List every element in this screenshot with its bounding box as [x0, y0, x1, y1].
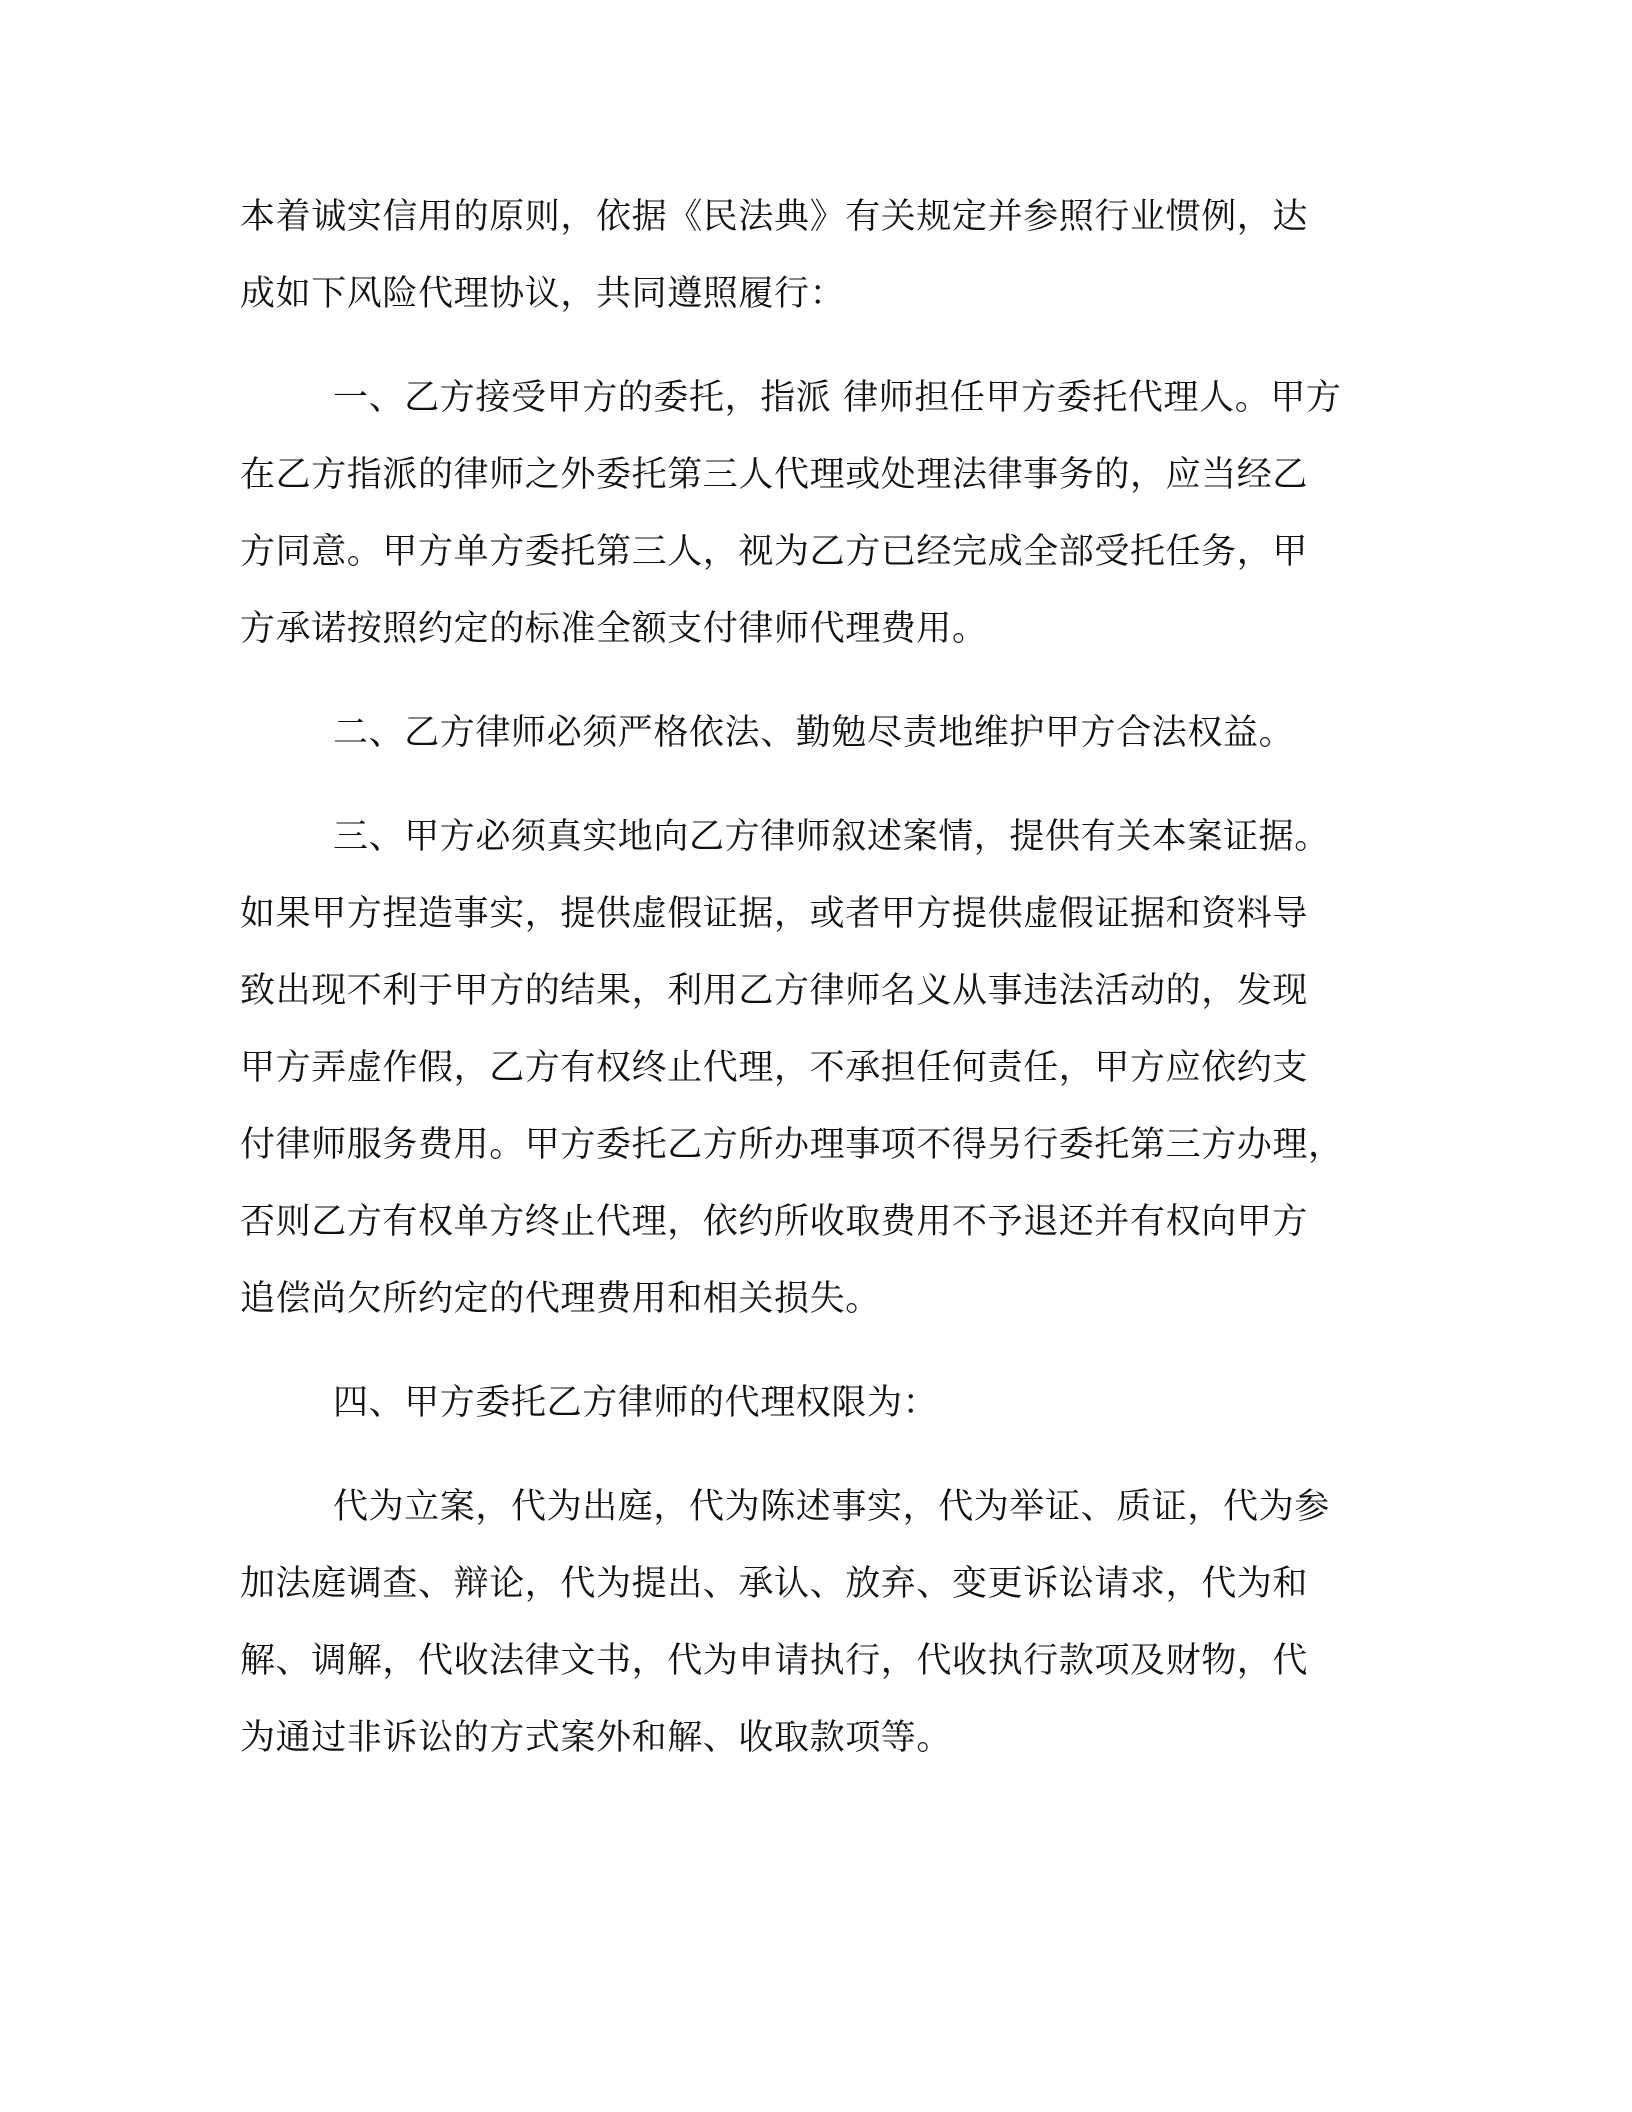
clause3-line: 甲方弄虚作假，乙方有权终止代理，不承担任何责任，甲方应依约支 — [240, 1048, 1309, 1088]
clause1-line: 方承诺按照约定的标准全额支付律师代理费用。 — [240, 609, 988, 649]
scope-line: 加法庭调查、辩论，代为提出、承认、放弃、变更诉讼请求，代为和 — [240, 1564, 1309, 1604]
clause1-line: 在乙方指派的律师之外委托第三人代理或处理法律事务的，应当经乙 — [240, 455, 1309, 495]
scope-line: 代为立案，代为出庭，代为陈述事实，代为举证、质证，代为参 — [333, 1487, 1330, 1527]
clause2-line: 二、乙方律师必须严格依法、勤勉尽责地维护甲方合法权益。 — [333, 713, 1295, 753]
intro-line: 成如下风险代理协议，共同遵照履行： — [240, 274, 846, 314]
clause4-line: 四、甲方委托乙方律师的代理权限为： — [333, 1383, 939, 1423]
clause1-line: 方同意。甲方单方委托第三人，视为乙方已经完成全部受托任务，甲 — [240, 532, 1309, 572]
clause3-line: 付律师服务费用。甲方委托乙方所办理事项不得另行委托第三方办理， — [240, 1125, 1344, 1165]
scope-line: 为通过非诉讼的方式案外和解、收取款项等。 — [240, 1718, 953, 1758]
clause3-line: 致出现不利于甲方的结果，利用乙方律师名义从事违法活动的，发现 — [240, 971, 1309, 1011]
intro-line: 本着诚实信用的原则，依据《民法典》有关规定并参照行业惯例，达 — [240, 197, 1309, 237]
scope-line: 解、调解，代收法律文书，代为申请执行，代收执行款项及财物，代 — [240, 1641, 1309, 1681]
clause3-line: 追偿尚欠所约定的代理费用和相关损失。 — [240, 1279, 881, 1319]
clause3-line: 如果甲方捏造事实，提供虚假证据，或者甲方提供虚假证据和资料导 — [240, 894, 1309, 934]
clause3-line: 否则乙方有权单方终止代理，依约所收取费用不予退还并有权向甲方 — [240, 1202, 1309, 1242]
clause1-line: 一、乙方接受甲方的委托，指派 律师担任甲方委托代理人。甲方 — [333, 378, 1342, 418]
clause3-line: 三、甲方必须真实地向乙方律师叙述案情，提供有关本案证据。 — [333, 817, 1330, 857]
